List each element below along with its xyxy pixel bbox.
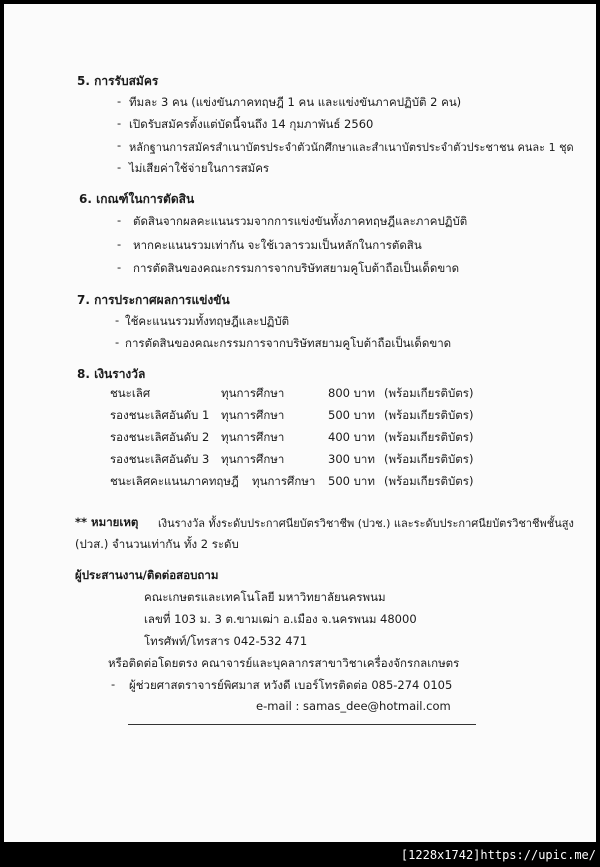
section-6-item: การตัดสินของคณะกรรมการจากบริษัทสยามคูโบต้าถือเป็นเด็ดขาด: [133, 261, 460, 275]
section-6-item: ตัดสินจากผลคะแนนรวมจากการแข่งขันทั้งภาคทฤษฎีและภาคปฏิบัติ: [133, 214, 468, 228]
prize-amount: 500 บาท: [328, 408, 375, 422]
bullet-dash: -: [117, 260, 122, 274]
prize-note: (พร้อมเกียรติบัตร): [384, 474, 474, 488]
section-7-item: การตัดสินของคณะกรรมการจากบริษัทสยามคูโบต้าถือเป็นเด็ดขาด: [125, 336, 452, 350]
prize-amount: 800 บาท: [328, 386, 375, 400]
document-page: [4, 4, 596, 842]
prize-amount: 400 บาท: [328, 430, 375, 444]
contact-direct: หรือติดต่อโดยตรง คณาจารย์และบุคลากรสาขาวิชาเครื่องจักรกลเกษตร: [108, 656, 460, 670]
bullet-dash: -: [117, 94, 122, 108]
prize-note: (พร้อมเกียรติบัตร): [384, 452, 474, 466]
remark-line-1: เงินรางวัล ทั้งระดับประกาศนียบัตรวิชาชีพ (ปวช.) และระดับประกาศนียบัตรวิชาชีพชั้นสูง: [158, 517, 574, 530]
bullet-dash: -: [117, 160, 122, 174]
divider-line: [128, 724, 476, 725]
prize-type: ทุนการศึกษา: [221, 430, 285, 444]
section-7-item: ใช้คะแนนรวมทั้งทฤษฎีและปฏิบัติ: [125, 314, 290, 328]
prize-note: (พร้อมเกียรติบัตร): [384, 430, 474, 444]
remark-label: ** หมายเหตุ: [75, 515, 139, 529]
prize-amount: 300 บาท: [328, 452, 375, 466]
prize-type: ทุนการศึกษา: [252, 474, 316, 488]
image-source-caption: [1228x1742]https://upic.me/: [400, 848, 596, 862]
bullet-dash: -: [117, 138, 122, 152]
prize-type: ทุนการศึกษา: [221, 408, 285, 422]
section-7-title: 7. การประกาศผลการแข่งขัน: [77, 293, 230, 307]
contact-title: ผู้ประสานงาน/ติดต่อสอบถาม: [75, 568, 219, 582]
prize-rank: รองชนะเลิศอันดับ 1: [110, 408, 210, 422]
contact-email[interactable]: e-mail : samas_dee@hotmail.com: [256, 699, 451, 713]
prize-rank: ชนะเลิศคะแนนภาคทฤษฎี: [110, 474, 239, 488]
contact-org: คณะเกษตรและเทคโนโลยี มหาวิทยาลัยนครพนม: [144, 590, 386, 604]
prize-rank: ชนะเลิศ: [110, 386, 151, 400]
bullet-dash: -: [115, 335, 120, 349]
section-6-item: หากคะแนนรวมเท่ากัน จะใช้เวลารวมเป็นหลักในการตัดสิน: [133, 238, 422, 252]
contact-address: เลขที่ 103 ม. 3 ต.ขามเฒ่า อ.เมือง จ.นครพนม 48000: [144, 612, 417, 626]
bullet-dash: -: [117, 213, 122, 227]
section-8-title: 8. เงินรางวัล: [77, 367, 146, 381]
prize-rank: รองชนะเลิศอันดับ 2: [110, 430, 210, 444]
prize-rank: รองชนะเลิศอันดับ 3: [110, 452, 210, 466]
section-5-item: ไม่เสียค่าใช้จ่ายในการสมัคร: [129, 161, 270, 175]
section-5-item: ทีมละ 3 คน (แข่งขันภาคทฤษฎี 1 คน และแข่งขันภาคปฏิบัติ 2 คน): [129, 95, 462, 109]
bullet-dash: -: [111, 677, 116, 691]
remark-line-2: (ปวส.) จำนวนเท่ากัน ทั้ง 2 ระดับ: [75, 537, 239, 551]
section-5-item: เปิดรับสมัครตั้งแต่บัดนี้จนถึง 14 กุมภาพันธ์ 2560: [129, 117, 374, 131]
prize-note: (พร้อมเกียรติบัตร): [384, 408, 474, 422]
section-5-title: 5. การรับสมัคร: [77, 74, 159, 88]
bullet-dash: -: [117, 116, 122, 130]
bullet-dash: -: [117, 237, 122, 251]
section-6-title: 6. เกณฑ์ในการตัดสิน: [79, 192, 195, 206]
prize-amount: 500 บาท: [328, 474, 375, 488]
prize-type: ทุนการศึกษา: [221, 452, 285, 466]
prize-type: ทุนการศึกษา: [221, 386, 285, 400]
contact-phone: โทรศัพท์/โทรสาร 042-532 471: [144, 634, 308, 648]
bullet-dash: -: [115, 313, 120, 327]
section-5-item: หลักฐานการสมัครสำเนาบัตรประจำตัวนักศึกษาและสำเนาบัตรประจำตัวประชาชน คนละ 1 ชุด: [129, 141, 574, 154]
contact-person: ผู้ช่วยศาสตราจารย์พิศมาส หวังดี เบอร์โทรติดต่อ 085-274 0105: [129, 678, 453, 692]
prize-note: (พร้อมเกียรติบัตร): [384, 386, 474, 400]
